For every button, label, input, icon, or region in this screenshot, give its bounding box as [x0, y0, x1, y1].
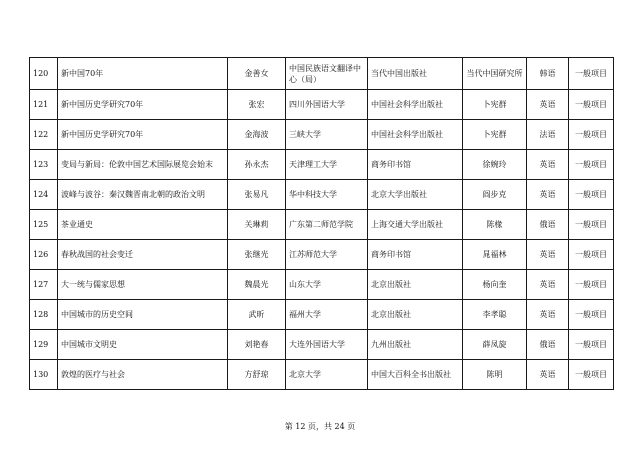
cell-institution: 山东大学 — [286, 270, 368, 300]
table-row — [30, 240, 614, 270]
table-row — [30, 210, 614, 240]
cell-project-type: 一般项目 — [569, 90, 614, 120]
table-row — [30, 120, 614, 150]
cell-index: 129 — [30, 330, 58, 360]
cell-publisher: 商务印书馆 — [368, 240, 463, 270]
cell-index: 120 — [30, 58, 58, 90]
cell-index: 128 — [30, 300, 58, 330]
cell-original-author: 当代中国研究所 — [463, 58, 527, 90]
cell-publisher: 北京出版社 — [368, 300, 463, 330]
table-row — [30, 330, 614, 360]
cell-title: 变局与新局：伦敦中国艺术国际展览会始末 — [58, 150, 228, 180]
cell-title: 茶业通史 — [58, 210, 228, 240]
cell-title: 新中国历史学研究70年 — [58, 120, 228, 150]
cell-institution: 江苏师范大学 — [286, 240, 368, 270]
cell-index: 121 — [30, 90, 58, 120]
cell-institution: 大连外国语大学 — [286, 330, 368, 360]
cell-original-author: 卜宪群 — [463, 90, 527, 120]
cell-title: 中国城市文明史 — [58, 330, 228, 360]
table-row — [30, 58, 614, 90]
cell-language: 英语 — [527, 240, 569, 270]
cell-publisher: 商务印书馆 — [368, 150, 463, 180]
cell-author: 方舒琼 — [228, 360, 286, 390]
table-row — [30, 150, 614, 180]
cell-title: 新中国70年 — [58, 58, 228, 90]
cell-author: 孙永杰 — [228, 150, 286, 180]
cell-project-type: 一般项目 — [569, 360, 614, 390]
table-row — [30, 360, 614, 390]
table-body — [30, 58, 614, 390]
cell-language: 法语 — [527, 120, 569, 150]
cell-original-author: 薛凤旋 — [463, 330, 527, 360]
cell-index: 124 — [30, 180, 58, 210]
cell-publisher: 上海交通大学出版社 — [368, 210, 463, 240]
cell-author: 金善女 — [228, 58, 286, 90]
cell-project-type: 一般项目 — [569, 150, 614, 180]
cell-author: 金海波 — [228, 120, 286, 150]
cell-title: 中国城市的历史空间 — [58, 300, 228, 330]
cell-original-author: 杨向奎 — [463, 270, 527, 300]
cell-project-type: 一般项目 — [569, 240, 614, 270]
cell-title: 敦煌的医疗与社会 — [58, 360, 228, 390]
cell-author: 武昕 — [228, 300, 286, 330]
cell-original-author: 陈明 — [463, 360, 527, 390]
cell-project-type: 一般项目 — [569, 58, 614, 90]
table-row — [30, 90, 614, 120]
cell-project-type: 一般项目 — [569, 300, 614, 330]
cell-project-type: 一般项目 — [569, 210, 614, 240]
table-row — [30, 270, 614, 300]
cell-original-author: 徐婉玲 — [463, 150, 527, 180]
cell-project-type: 一般项目 — [569, 120, 614, 150]
cell-language: 俄语 — [527, 210, 569, 240]
cell-institution: 四川外国语大学 — [286, 90, 368, 120]
cell-title: 新中国历史学研究70年 — [58, 90, 228, 120]
cell-project-type: 一般项目 — [569, 330, 614, 360]
cell-index: 125 — [30, 210, 58, 240]
project-table — [29, 57, 614, 390]
cell-publisher: 中国社会科学出版社 — [368, 120, 463, 150]
cell-publisher: 中国社会科学出版社 — [368, 90, 463, 120]
cell-author: 张继光 — [228, 240, 286, 270]
cell-institution: 三峡大学 — [286, 120, 368, 150]
cell-index: 130 — [30, 360, 58, 390]
cell-title: 春秋战国的社会变迁 — [58, 240, 228, 270]
cell-original-author: 陈椽 — [463, 210, 527, 240]
cell-language: 英语 — [527, 270, 569, 300]
cell-index: 123 — [30, 150, 58, 180]
cell-index: 126 — [30, 240, 58, 270]
cell-author: 魏晨光 — [228, 270, 286, 300]
cell-institution: 北京大学 — [286, 360, 368, 390]
cell-index: 122 — [30, 120, 58, 150]
cell-author: 刘艳春 — [228, 330, 286, 360]
cell-language: 英语 — [527, 300, 569, 330]
cell-publisher: 当代中国出版社 — [368, 58, 463, 90]
cell-original-author: 晁福林 — [463, 240, 527, 270]
cell-author: 张易凡 — [228, 180, 286, 210]
cell-publisher: 中国大百科全书出版社 — [368, 360, 463, 390]
cell-publisher: 北京出版社 — [368, 270, 463, 300]
cell-publisher: 北京大学出版社 — [368, 180, 463, 210]
cell-language: 英语 — [527, 90, 569, 120]
cell-title: 大一统与儒家思想 — [58, 270, 228, 300]
cell-institution: 中国民族语文翻译中心（局） — [286, 58, 368, 90]
cell-original-author: 阎步克 — [463, 180, 527, 210]
cell-author: 张宏 — [228, 90, 286, 120]
cell-index: 127 — [30, 270, 58, 300]
cell-author: 关琳莉 — [228, 210, 286, 240]
cell-institution: 福州大学 — [286, 300, 368, 330]
table-row — [30, 300, 614, 330]
cell-institution: 天津理工大学 — [286, 150, 368, 180]
cell-publisher: 九州出版社 — [368, 330, 463, 360]
cell-language: 英语 — [527, 360, 569, 390]
cell-language: 俄语 — [527, 330, 569, 360]
table-row — [30, 180, 614, 210]
cell-language: 英语 — [527, 180, 569, 210]
cell-original-author: 卜宪群 — [463, 120, 527, 150]
cell-language: 英语 — [527, 150, 569, 180]
cell-institution: 广东第二师范学院 — [286, 210, 368, 240]
cell-title: 波峰与波谷：秦汉魏晋南北朝的政治文明 — [58, 180, 228, 210]
cell-project-type: 一般项目 — [569, 270, 614, 300]
cell-original-author: 李孝聪 — [463, 300, 527, 330]
cell-language: 韩语 — [527, 58, 569, 90]
cell-project-type: 一般项目 — [569, 180, 614, 210]
page-footer: 第 12 页，共 24 页 — [284, 422, 356, 431]
cell-institution: 华中科技大学 — [286, 180, 368, 210]
